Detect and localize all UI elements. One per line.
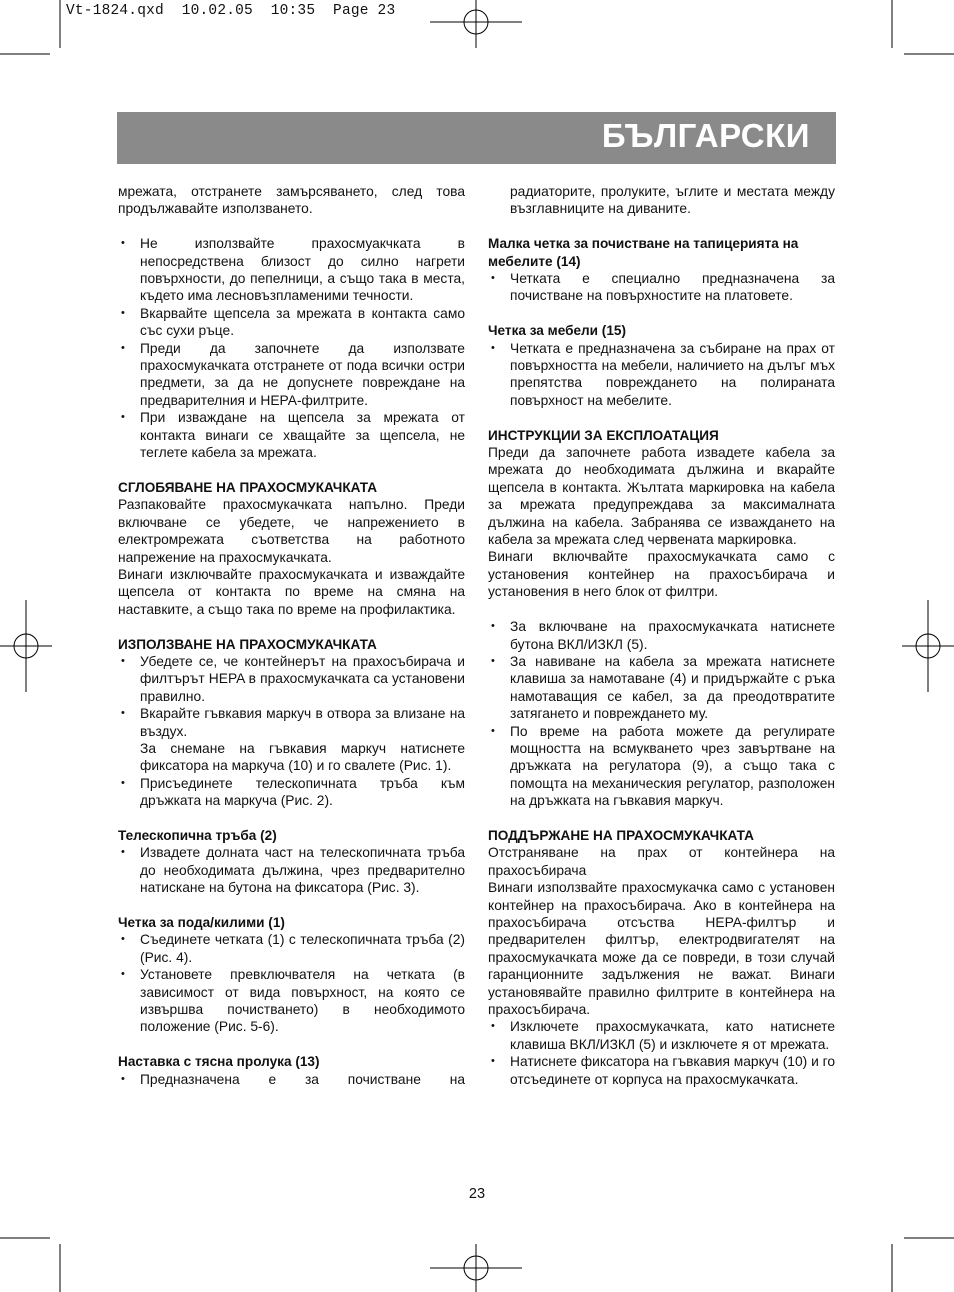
list-item: • Изключете прахосмукачката, като натиснете клавиша ВКЛ/ИЗКЛ (5) и изключете я от мрежата. (488, 1018, 835, 1053)
page-number: 23 (468, 1186, 486, 1202)
list-item: • Вкарвайте щепсела за мрежата в контакта само със сухи ръце. (118, 305, 465, 340)
list-item: • Четката е специално предназначена за почистване на повърхностите на платовете. (488, 270, 835, 305)
left-column (118, 183, 465, 1088)
list-item: • Извадете долната част на телескопичната тръба до необходимата дължина, чрез предварително натискане на бутона на фиксатора (Рис. 3). (118, 844, 465, 896)
list-item: • Убедете се, че контейнерът на прахосъбирача и филтърът HEPA в прахосмукачката са установени правилно. (118, 653, 465, 705)
section-heading-floor-brush: Четка за пода/килими (1) (118, 914, 285, 930)
banner-title: БЪЛГАРСКИ (601, 117, 810, 154)
list-item: • За навиване на кабела за мрежата натиснете клавиша за намотаване (4) и придържайте с ръка намотаващия се кабел, за да преодотвратите затягането и повреждането му. (488, 653, 835, 723)
section-heading-operation: ИНСТРУКЦИИ ЗА ЕКСПЛОАТАЦИЯ (488, 427, 719, 443)
list-item: • Натиснете фиксатора на гъвкавия маркуч (10) и го отсъединете от корпуса на прахосмукачката. (488, 1053, 835, 1088)
list-item: • Съединете четката (1) с телескопичната тръба (2) (Рис. 4). (118, 931, 465, 966)
section-heading-usage: ИЗПОЛЗВАНЕ НА ПРАХОСМУКАЧКАТА (118, 636, 377, 652)
telescopic-bullet-list (118, 844, 465, 896)
operation-bullet-list (488, 618, 835, 809)
list-item: • При изваждане на щепсела за мрежата от контакта винаги се хващайте за щепсела, не теглете кабела за мрежата. (118, 409, 465, 461)
operation-text: Винаги включвайте прахосмукачката само с установения контейнер на прахосъбирача и установения в него блок от филтри. (488, 549, 835, 600)
intro-text: мрежата, отстранете замърсяването, след това продължавайте използването. (118, 184, 465, 217)
section-heading-furniture-brush: Четка за мебели (15) (488, 323, 626, 339)
list-item-text: • Вкарайте гъвкавия маркуч в отвора за влизане на въздух. (140, 706, 465, 739)
list-item: • Преди да започнете да използвате прахосмукачката отстранете от пода всички остри предмети, за да не допуснете повреждане на предварителния и HEPA-филтрите. (118, 340, 465, 410)
list-item: • Не използвайте прахосмуакчката в непосредствена близост до силно нагрети повърхности, до пепелници, а също така в места, където има лесновъзпламеними течности. (118, 235, 465, 305)
section-heading-telescopic: Телескопична тръба (2) (118, 827, 277, 843)
list-item: • Четката е предназначена за събиране на прах от повърхността на мебели, наличието на дълъг мъх препятства повреждането на полираната повърхност на мебелите. (488, 340, 835, 410)
safety-bullet-list (118, 235, 465, 461)
section-heading-assembly: СГЛОБЯВАНЕ НА ПРАХОСМУКАЧКАТА (118, 479, 378, 495)
furniture-brush-bullet-list (488, 340, 835, 410)
maintenance-bullet-list (488, 1018, 835, 1088)
list-item: • Установете превключвателя на четката (в зависимост от вида повърхност, на която се извършва почистването) в необходимото положение (Рис. 5-6). (118, 966, 465, 1036)
floor-brush-bullet-list (118, 931, 465, 1035)
crevice-continued-text: радиаторите, пролуките, ъглите и местата между възглавниците на диваните. (510, 184, 835, 217)
operation-text: Преди да започнете работа извадете кабела за мрежата до необходимата дължина и вкарайте щепсела в контакта. Жълтата маркировка на кабела за мрежата предупреждава за максималната дължина на кабела. Забранява се изваждането на кабела за мрежата след червената маркировка. (488, 445, 835, 548)
list-item: • Присъединете телескопичната тръба към дръжката на маркуча (Рис. 2). (118, 775, 465, 810)
list-item: • По време на работа можете да регулирате мощността на всмукването чрез завъртване на дръжката на регулатора (9), а също така с помощта на механическия регулатор, разположен на дръжката на гъвкавия маркуч. (488, 723, 835, 810)
assembly-text: Винаги изключвайте прахосмукачката и изваждайте щепсела от контакта по време на смяна на наставките, а също така по време на профилактика. (118, 566, 465, 617)
list-item: • За включване на прахосмукачката натиснете бутона ВКЛ/ИЗКЛ (5). (488, 618, 835, 653)
assembly-text: Разпаковайте прахосмукачката напълно. Преди включване се убедете, че напрежението в електромрежата съответства на работното напрежение на прахосмукачката. (118, 497, 465, 565)
crevice-bullet-list (118, 1071, 465, 1088)
file-slug: Vt-1824.qxd 10.02.05 10:35 Page 23 (66, 3, 396, 19)
maintenance-text: Отстраняване на прах от контейнера на прахосъбирача (488, 845, 835, 878)
section-heading-maintenance: ПОДДЪРЖАНЕ НА ПРАХОСМУКАЧКАТА (488, 827, 754, 843)
list-item (118, 705, 465, 775)
small-brush-bullet-list (488, 270, 835, 305)
right-column (488, 183, 835, 1088)
usage-bullet-list (118, 653, 465, 810)
section-heading-crevice: Наставка с тясна пролука (13) (118, 1054, 320, 1070)
list-item: • Предназначена е за почистване на (118, 1071, 465, 1088)
list-item-text: За снемане на гъвкавия маркуч натиснете фиксатора на маркуча (10) и го свалете (Рис. 1). (140, 740, 465, 774)
language-banner (117, 112, 836, 164)
maintenance-text: Винаги използвайте прахосмукачка само с установен контейнер на прахосъбирача. Ако в контейнера на прахосъбирача отсъства HEPA-филтър и предварителен филтър, електродвигателят на прахосмукачката може да се повреди, в този случай гаранционните задължения не важат. Винаги установявайте правилно филтрите в контейнера на прахосъбирача. (488, 880, 835, 1018)
section-heading-small-brush: Малка четка за почистване на тапицерията на мебелите (14) (488, 236, 799, 269)
